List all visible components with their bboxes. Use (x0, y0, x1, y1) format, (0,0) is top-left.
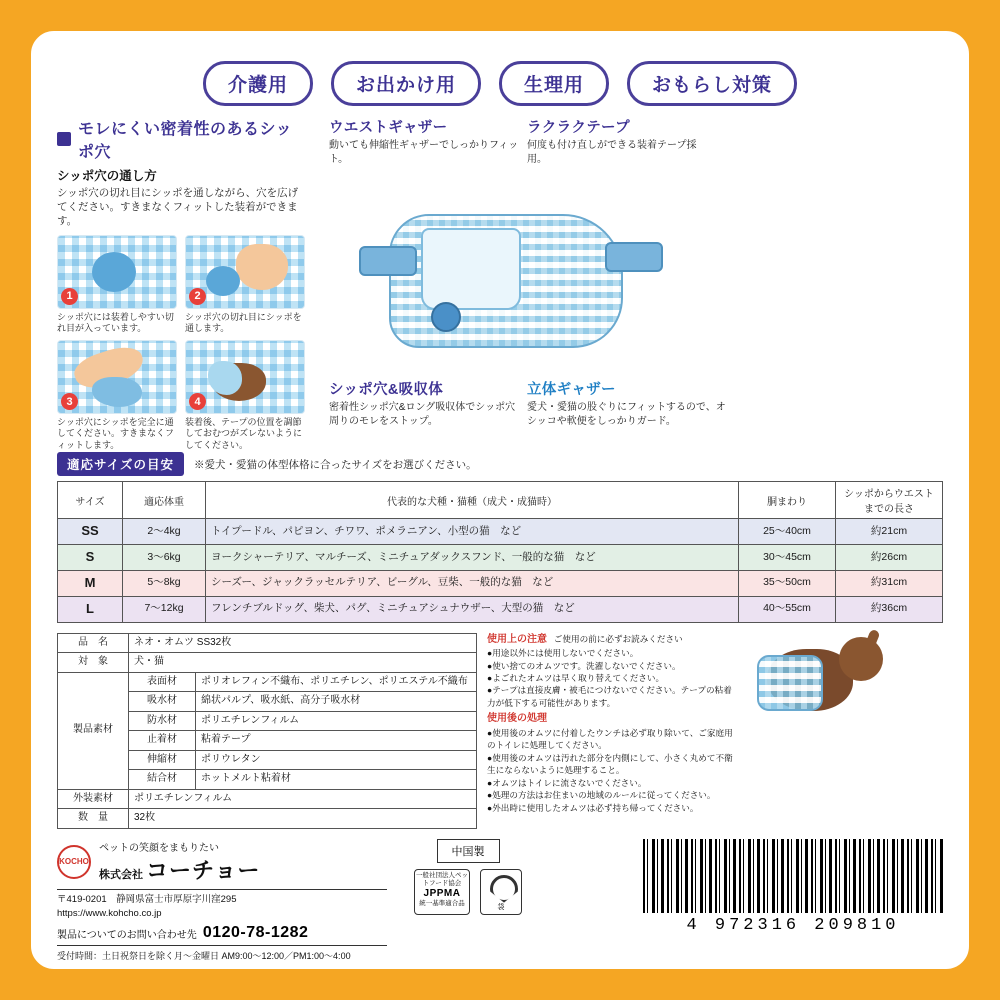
cell-weight: 5〜8kg (123, 570, 206, 596)
tail-hole-column (57, 116, 307, 451)
caution-after-item: ●オムツはトイレに流さないでください。 (487, 777, 647, 788)
caution-use-item-text: 用途以外には使用しないでください。 (492, 648, 639, 659)
step-item (185, 235, 303, 335)
contact-tel: 0120-78-1282 (202, 924, 309, 942)
jppma-line: 統一基準適合品 (419, 900, 465, 908)
contact-row (57, 924, 387, 942)
caution-use-item-text: 使い捨てのオムツです。洗濯しないでください。 (492, 660, 681, 671)
tail-hole-icon (431, 302, 461, 332)
caution-after-item: ●処理の方法はお住まいの地域のルールに従ってください。 (487, 790, 716, 801)
cell-breeds: フレンチブルドッグ、柴犬、パグ、ミニチュアシュナウザー、大型の猫 など (206, 596, 739, 622)
callout-title: 立体ギャザー (527, 382, 616, 398)
caution-after-item-text: 処理の方法はお住まいの地域のルールに従ってください。 (492, 790, 716, 801)
spec-row (58, 809, 477, 829)
cell-length: 約36cm (836, 596, 943, 622)
material-value: 綿状パルプ、吸水紙、高分子吸水材 (196, 692, 477, 712)
cell-size: L (58, 596, 123, 622)
spec-label: 品 名 (58, 633, 129, 653)
footer-section (57, 839, 943, 963)
company-prefix: 株式会社 (99, 868, 143, 881)
caution-after-heading: 使用後の処理 (487, 713, 547, 725)
tail-hole-heading-text: モレにくい密着性のあるシッポ穴 (78, 121, 293, 161)
material-key: 吸水材 (129, 692, 196, 712)
diaper-illustration (359, 194, 689, 364)
step-caption: シッポ穴の切れ目にシッポを通します。 (185, 311, 302, 333)
spec-row (58, 633, 477, 653)
howto-steps (57, 235, 307, 451)
material-key: 表面材 (129, 672, 196, 692)
size-section-tag: 適応サイズの目安 (57, 452, 184, 476)
dog-diaper-icon (757, 655, 823, 711)
cell-weight: 3〜6kg (123, 544, 206, 570)
caution-use-heading-text: 使用上の注意 (487, 633, 547, 645)
size-section-header (57, 452, 943, 476)
usage-pill-row (57, 61, 943, 106)
cell-breeds: ヨークシャーテリア、マルチーズ、ミニチュアダックスフンド、一般的な猫 など (206, 544, 739, 570)
kocho-logo-icon: KOCHO (57, 845, 91, 879)
material-value: ポリウレタン (196, 750, 477, 770)
caution-use-heading-sub: ご使用の前に必ずお読みください (553, 633, 683, 644)
caution-use-item-text: テープは直接皮膚・被毛につけないでください。テープの粘着力が低下する可能性があります。 (487, 685, 732, 708)
product-illustration-column (319, 116, 943, 446)
qty-label: 数 量 (58, 809, 129, 829)
caution-after-item-text: 外出時に使用したオムツは必ず持ち帰ってください。 (492, 802, 699, 813)
kocho-tagline: ペットの笑顔をまもりたい (99, 842, 219, 854)
spec-value: ネオ・オムツ SS32枚 (129, 633, 477, 653)
brand-row (57, 839, 387, 885)
cell-breeds: シーズー、ジャックラッセルテリア、ビーグル、豆柴、一般的な猫 など (206, 570, 739, 596)
callout-tail-hole-absorber (329, 378, 519, 428)
callout-3d-gather (527, 378, 727, 428)
feature-section (57, 116, 943, 450)
tape-tab-right-icon (605, 242, 663, 272)
step-item (57, 235, 175, 335)
callout-tape (527, 116, 707, 166)
material-key: 伸縮材 (129, 750, 196, 770)
tail-icon (92, 377, 142, 407)
brand-block (57, 839, 387, 963)
company-url[interactable]: https://www.kohcho.co.jp (57, 907, 162, 919)
step-caption: シッポ穴には装着しやすい切れ目が入っています。 (57, 311, 174, 333)
company-address (57, 889, 387, 922)
step-item (185, 340, 303, 451)
material-value: 粘着テープ (196, 731, 477, 751)
usage-pill-2: お出かけ用 (331, 61, 481, 106)
jppma-mark-icon (414, 869, 470, 915)
barcode-block (549, 839, 943, 935)
cert-marks-row (414, 869, 522, 915)
material-key: 止着材 (129, 731, 196, 751)
plastic-recycle-icon (480, 869, 522, 915)
panel-inner (28, 28, 972, 972)
callout-body: 何度も付け直しができる装着テープ採用。 (527, 140, 697, 165)
spec-row (58, 789, 477, 809)
material-value: ホットメルト粘着材 (196, 770, 477, 790)
col-length: シッポからウエストまでの長さ (836, 482, 943, 519)
caution-use-item: ●用途以外には使用しないでください。 (487, 648, 639, 659)
step-caption: シッポ穴にシッポを完全に通してください。すきまなくフィットします。 (57, 417, 175, 450)
cell-size: M (58, 570, 123, 596)
usage-pill-3: 生理用 (499, 61, 609, 106)
caution-use-item: ●使い捨てのオムツです。洗濯しないでください。 (487, 660, 681, 671)
cell-size: SS (58, 519, 123, 545)
caution-use-item: ●テープは直接皮膚・被毛につけないでください。テープの粘着力が低下する可能性があります。 (487, 685, 732, 708)
dog-illustration (747, 633, 943, 829)
address-line: 〒419-0201 静岡県富士市厚原字川窪295 (57, 893, 237, 905)
dog-diaper-icon (208, 361, 242, 395)
step-item (57, 340, 175, 451)
spec-materials-label: 製品素材 (58, 672, 129, 789)
material-value: ポリオレフィン不織布、ポリエチレン、ポリエステル不織布 (196, 672, 477, 692)
material-key: 防水材 (129, 711, 196, 731)
callout-body: 愛犬・愛猫の股ぐりにフィットするので、オシッコや軟便をしっかりガード。 (527, 402, 726, 427)
recycle-label: 袋 (497, 903, 505, 911)
outer-value: ポリエチレンフィルム (129, 789, 477, 809)
usage-pill-4: おもらし対策 (627, 61, 797, 106)
cell-length: 約26cm (836, 544, 943, 570)
cell-size: S (58, 544, 123, 570)
tape-tab-left-icon (359, 246, 417, 276)
square-bullet-icon (57, 132, 71, 146)
cell-length: 約31cm (836, 570, 943, 596)
cell-breeds: トイプードル、パピヨン、チワワ、ポメラニアン、小型の猫 など (206, 519, 739, 545)
cell-weight: 2〜4kg (123, 519, 206, 545)
cell-weight: 7〜12kg (123, 596, 206, 622)
callout-title: シッポ穴&吸収体 (329, 382, 444, 398)
spec-and-caution-section (57, 633, 943, 829)
howto-desc: シッポ穴の切れ目にシッポを通しながら、穴を広げてください。すきまなくフィットした装着ができます。 (57, 187, 299, 228)
step-number: 4 (189, 393, 206, 410)
cell-waist: 30〜45cm (739, 544, 836, 570)
cell-length: 約21cm (836, 519, 943, 545)
step-number: 1 (61, 288, 78, 305)
jppma-title: JPPMA (423, 887, 461, 899)
caution-use-item-text: よごれたオムツは早く取り替えてください。 (492, 672, 665, 683)
table-row (58, 570, 943, 596)
table-row (58, 544, 943, 570)
spec-row (58, 672, 477, 692)
cautions-block (487, 633, 737, 829)
cell-waist: 35〜50cm (739, 570, 836, 596)
step-caption: 装着後、テープの位置を調節しておむつがズレないようにしてください。 (185, 417, 303, 450)
col-weight: 適応体重 (123, 482, 206, 519)
caution-after-item: ●使用後のオムツは汚れた部分を内側にして、小さく丸めて不衛生にならないように処理すること。 (487, 752, 733, 776)
callout-body: 密着性シッポ穴&ロング吸収体でシッポ穴周りのモレをストップ。 (329, 402, 516, 427)
spec-value: 犬・猫 (129, 653, 477, 673)
callout-title: ラクラクテープ (527, 120, 630, 136)
tail-hole-patch-icon (92, 252, 136, 292)
outer-label: 外装素材 (58, 789, 129, 809)
col-size: サイズ (58, 482, 123, 519)
step-illustration (57, 340, 177, 414)
jppma-sub: 一般社団法人ペットフード協会 (416, 871, 468, 887)
usage-pill-1: 介護用 (203, 61, 313, 106)
callout-body: 動いても伸縮性ギャザーでしっかりフィット。 (329, 140, 519, 165)
step-number: 2 (189, 288, 206, 305)
caution-after-item-text: 使用後のオムツに付着したウンチは必ず取り除いて、ご家庭用のトイレに処理してください。 (487, 727, 733, 751)
spec-label: 対 象 (58, 653, 129, 673)
step-illustration (185, 235, 305, 309)
table-header-row (58, 482, 943, 519)
size-table (57, 481, 943, 623)
contact-hours: 受付時間：土日祝祭日を除く月〜金曜日 AM9:00〜12:00／PM1:00〜4:00 (57, 945, 387, 962)
col-breeds: 代表的な犬種・猫種（成犬・成猫時） (206, 482, 739, 519)
callout-title: ウエストギャザー (329, 120, 448, 136)
caution-after-item: ●外出時に使用したオムツは必ず持ち帰ってください。 (487, 802, 699, 813)
material-key: 結合材 (129, 770, 196, 790)
caution-after-item-text: オムツはトイレに流さないでください。 (492, 777, 647, 788)
caution-use-item: ●よごれたオムツは早く取り替えてください。 (487, 672, 665, 683)
callout-waist-gather (329, 116, 519, 166)
caution-use-heading (487, 633, 737, 648)
spec-table (57, 633, 477, 829)
cell-waist: 25〜40cm (739, 519, 836, 545)
howto-title: シッポ穴の通し方 (57, 169, 157, 183)
barcode-icon (643, 839, 943, 913)
spec-row (58, 653, 477, 673)
step-number: 3 (61, 393, 78, 410)
material-value: ポリエチレンフィルム (196, 711, 477, 731)
tail-hole-patch-icon (206, 266, 240, 296)
size-section-note: ※愛犬・愛猫の体型体格に合ったサイズをお選びください。 (194, 458, 477, 471)
qty-value: 32枚 (129, 809, 477, 829)
tail-hole-heading (57, 116, 307, 162)
company-name: コーチョー (146, 857, 261, 883)
barcode-number: 4 972316 209810 (686, 915, 900, 935)
marks-block (403, 839, 533, 915)
diaper-inner-pocket (421, 228, 521, 310)
col-waist: 胴まわり (739, 482, 836, 519)
table-row (58, 519, 943, 545)
table-row (58, 596, 943, 622)
cell-waist: 40〜55cm (739, 596, 836, 622)
caution-after-item-text: 使用後のオムツは汚れた部分を内側にして、小さく丸めて不衛生にならないように処理すること。 (487, 752, 733, 776)
contact-label: 製品についてのお問い合わせ先 (57, 929, 197, 941)
hand-icon (236, 244, 288, 290)
step-illustration (185, 340, 305, 414)
caution-after-item: ●使用後のオムツに付着したウンチは必ず取り除いて、ご家庭用のトイレに処理してください。 (487, 727, 733, 751)
made-in-badge: 中国製 (437, 839, 500, 863)
step-illustration (57, 235, 177, 309)
